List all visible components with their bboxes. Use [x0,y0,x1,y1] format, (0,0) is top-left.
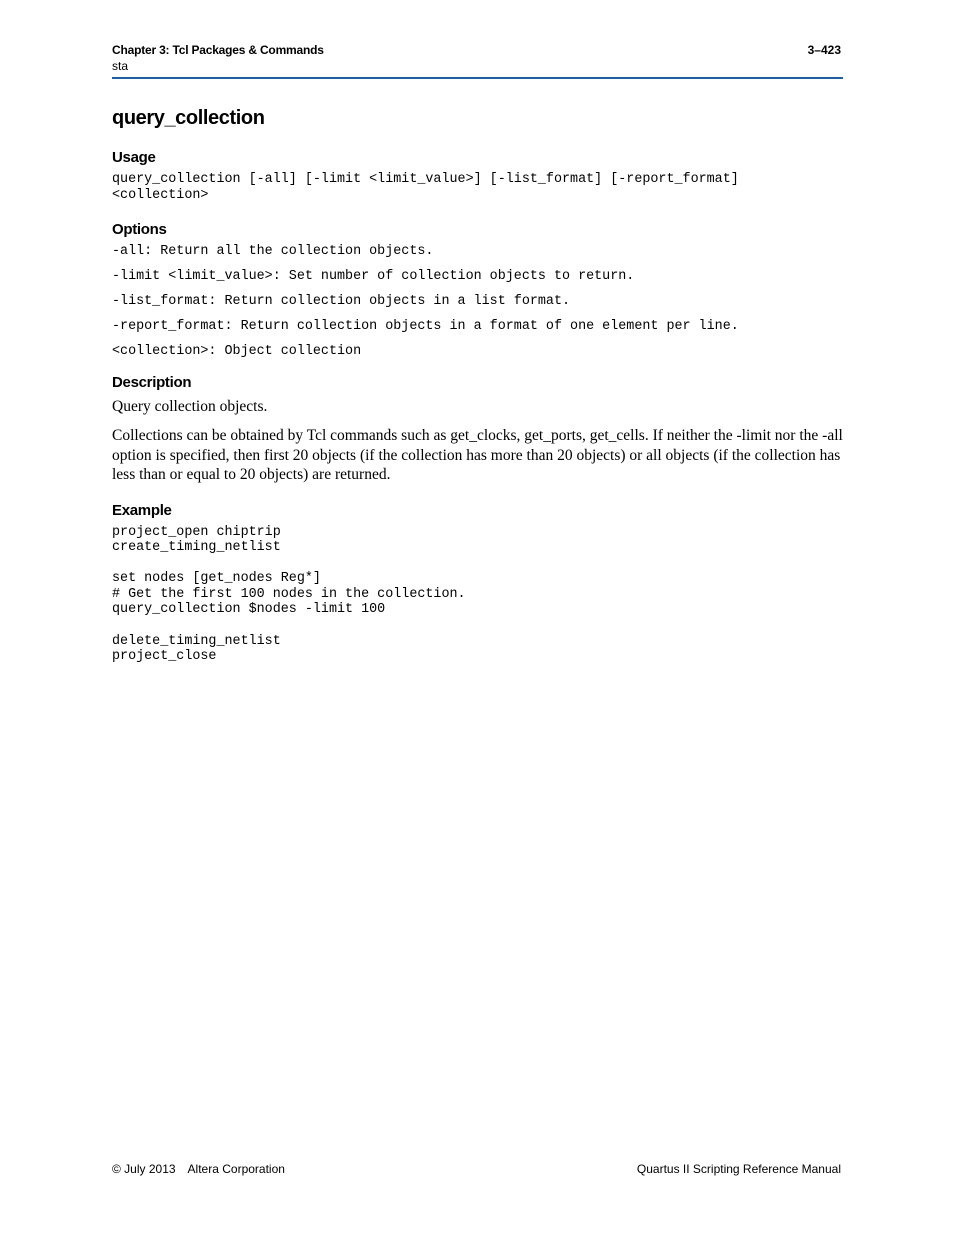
option-item: <collection>: Object collection [112,344,362,359]
header-rule [112,77,843,79]
option-item: -report_format: Return collection objects in a format of one element per line. [112,319,739,334]
main-content [112,105,844,665]
running-header-package: sta [112,59,129,73]
usage-line: query_collection [-all] [-limit <limit_value>] [-list_format] [-report_format] [112,172,739,187]
footer-left [112,1162,285,1176]
option-item: -list_format: Return collection objects in a list format. [112,294,571,309]
option-item: -limit <limit_value>: Set number of collection objects to return. [112,269,635,284]
usage-heading: Usage [112,149,156,166]
description-paragraph: Collections can be obtained by Tcl commands such as get_clocks, get_ports, get_cells. If neither the -limit nor the -all option is specified, then first 20 objects (if the collection has more than 20 objects) or all objects (if the collection has less than or equal to 20 objects) are returned. [112,427,843,483]
description-heading: Description [112,373,192,391]
running-header-chapter: Chapter 3: Tcl Packages & Commands [112,43,324,57]
options-heading: Options [112,221,167,238]
footer-manual-title: Quartus II Scripting Reference Manual [636,1162,841,1176]
usage-line: <collection> [112,187,209,203]
page-title: query_collection [112,107,265,129]
description-paragraph: Query collection objects. [112,397,268,415]
options-list [112,244,844,360]
page-number: 3–423 [807,43,841,57]
example-heading: Example [112,501,172,519]
footer-company: Altera Corporation [187,1162,285,1176]
example-code: project_open chiptrip create_timing_netlist set nodes [get_nodes Reg*] # Get the first 100 nodes in the collection. query_collection $nodes -limit 100 delete_timing_netlist project_close [112,524,466,665]
description-block [112,397,844,485]
usage-block [112,172,844,203]
footer-date: © July 2013 [112,1162,176,1176]
option-item: -all: Return all the collection objects. [112,244,434,259]
